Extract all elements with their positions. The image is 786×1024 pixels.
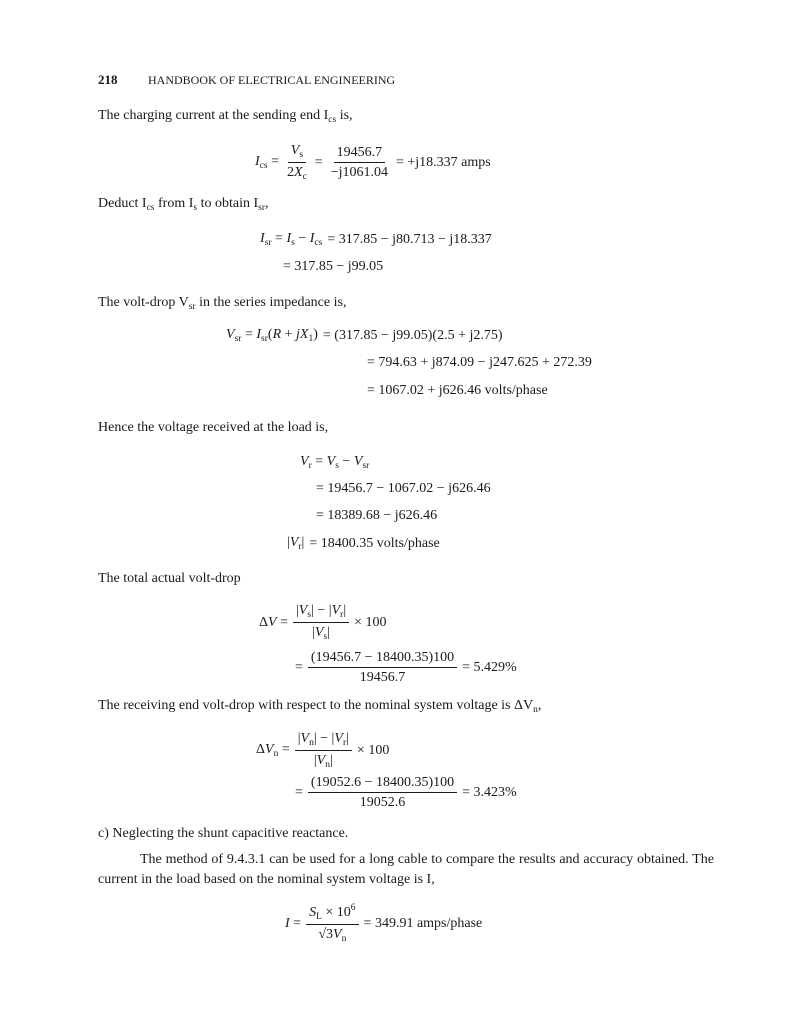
paragraph-volt-drop-series: The volt-drop $V_{sr}$ in the series impedance is, (98, 295, 347, 312)
paragraph-method: The method of 9.4.3.1 can be used for a long cable to compare the results and accuracy obtained. The current in the load based on the nominal system voltage is I, (98, 852, 714, 887)
page-number: 218 (98, 72, 118, 87)
equation-vsr-line2: = 794.63 + j874.09 − j247.625 + 272.39 (367, 355, 592, 370)
running-title: HANDBOOK OF ELECTRICAL ENGINEERING (148, 73, 396, 87)
equation-ics: $I_{cs}$ = $\frac{V_s}{2X_c}$ = $\frac{19456.7}{-j1061.04}$ = +j18.337 amps (255, 143, 491, 183)
equation-load-current: I = $\frac{S_L \times 10^6}{√3V_n}$ = 349.91 amps/phase (285, 903, 483, 945)
paragraph-deduct: Deduct $I_{cs}$ from $I_s$ to obtain $I_{sr}$, (98, 196, 269, 213)
equation-vr-magnitude: $|V_r|$ = 18400.35 volts/phase (287, 535, 440, 552)
paragraph-charging-current: The charging current at the sending end $I_{cs}$ is, (98, 108, 353, 125)
equation-delta-vn-value: = $\frac{(19052.6 - 18400.35)100}{19052.6}$ = 3.423% (295, 775, 517, 811)
paragraph-voltage-received: Hence the voltage received at the load is, (98, 420, 329, 435)
equation-isr-line1: $I_{sr} = I_s - I_{cs}$ = 317.85 − j80.713 − j18.337 (260, 231, 492, 248)
paragraph-total-volt-drop: The total actual volt-drop (98, 571, 241, 586)
paragraph-neglecting-shunt: c) Neglecting the shunt capacitive reactance. (98, 826, 349, 841)
equation-delta-vn: $\Delta V_n$ = $\frac{|V_n| - |V_r|}{|V_n|}$ × 100 (256, 731, 390, 771)
equation-vsr-line1: $V_{sr} = I_{sr}(R + jX_1)$ = (317.85 − j99.05)(2.5 + j2.75) (226, 327, 503, 344)
equation-vr-line1: $V_r = V_s - V_{sr}$ (300, 454, 370, 471)
equation-vr-line2: = 19456.7 − 1067.02 − j626.46 (316, 481, 491, 496)
equation-delta-v-value: = $\frac{(19456.7 - 18400.35)100}{19456.7}$ = 5.429% (295, 650, 517, 686)
paragraph-receiving-end-drop: The receiving end volt-drop with respect to the nominal system voltage is $\Delta V_n$, (98, 698, 542, 715)
equation-isr-line2: = 317.85 − j99.05 (283, 259, 384, 274)
equation-vr-line3: = 18389.68 − j626.46 (316, 508, 438, 523)
equation-delta-v: ΔV = $\frac{|V_s| - |V_r|}{|V_s|}$ × 100 (259, 603, 387, 643)
equation-vsr-line3: = 1067.02 + j626.46 volts/phase (367, 383, 548, 398)
